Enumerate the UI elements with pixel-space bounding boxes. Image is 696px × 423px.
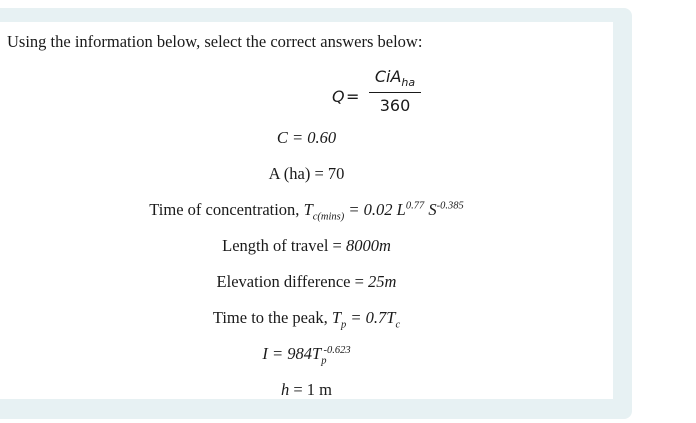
tp-eq: = 0.7 <box>346 308 387 327</box>
h-rest: = 1 m <box>289 380 332 399</box>
i-eq: I = 984T <box>262 344 322 363</box>
tc-L: L <box>396 200 406 219</box>
length-label: Length of travel = <box>222 236 346 255</box>
tp-sub: p <box>341 319 347 331</box>
tp-label: Time to the peak, <box>212 308 332 327</box>
i-sub: p <box>321 355 327 367</box>
length-value: 8000m <box>345 236 391 255</box>
formula-denominator: 360 <box>379 96 411 115</box>
tc-label: Time of concentration, <box>149 200 304 219</box>
question-card <box>0 22 613 399</box>
tc-L-exp: 0.77 <box>405 200 425 212</box>
area-value: A (ha) = 70 <box>268 164 345 183</box>
formula-lhs: Q <box>332 87 345 106</box>
formula-numerator-main: CiA <box>374 67 402 86</box>
elev-value: 25m <box>368 272 397 291</box>
time-to-peak <box>0 308 613 330</box>
tp-T-sub: c <box>395 319 401 331</box>
h-value <box>0 380 613 400</box>
time-of-concentration <box>0 200 613 222</box>
rational-formula <box>0 67 613 127</box>
tp-symbol: T <box>331 308 342 327</box>
tp-T: T <box>386 308 396 327</box>
formula-equals: = <box>346 87 360 106</box>
fraction-bar <box>369 92 421 93</box>
length-of-travel <box>0 236 613 256</box>
tc-sub: c(mins) <box>312 211 345 223</box>
tc-S-exp: -0.385 <box>436 200 464 212</box>
question-prompt: Using the information below, select the correct answers below: <box>7 32 423 51</box>
formula-numerator-sub: ha <box>401 76 416 90</box>
tc-symbol: T <box>303 200 313 219</box>
question-panel <box>0 8 632 419</box>
formula-numerator <box>368 67 422 89</box>
elev-label: Elevation difference = <box>216 272 369 291</box>
tc-eq: = 0.02 <box>344 200 397 219</box>
i-exp: -0.623 <box>323 344 351 356</box>
tc-S: S <box>424 200 437 219</box>
h-symbol: h <box>280 380 290 399</box>
intensity-formula <box>0 344 613 366</box>
elevation-difference <box>0 272 613 292</box>
c-value: C = 0.60 <box>276 128 337 147</box>
